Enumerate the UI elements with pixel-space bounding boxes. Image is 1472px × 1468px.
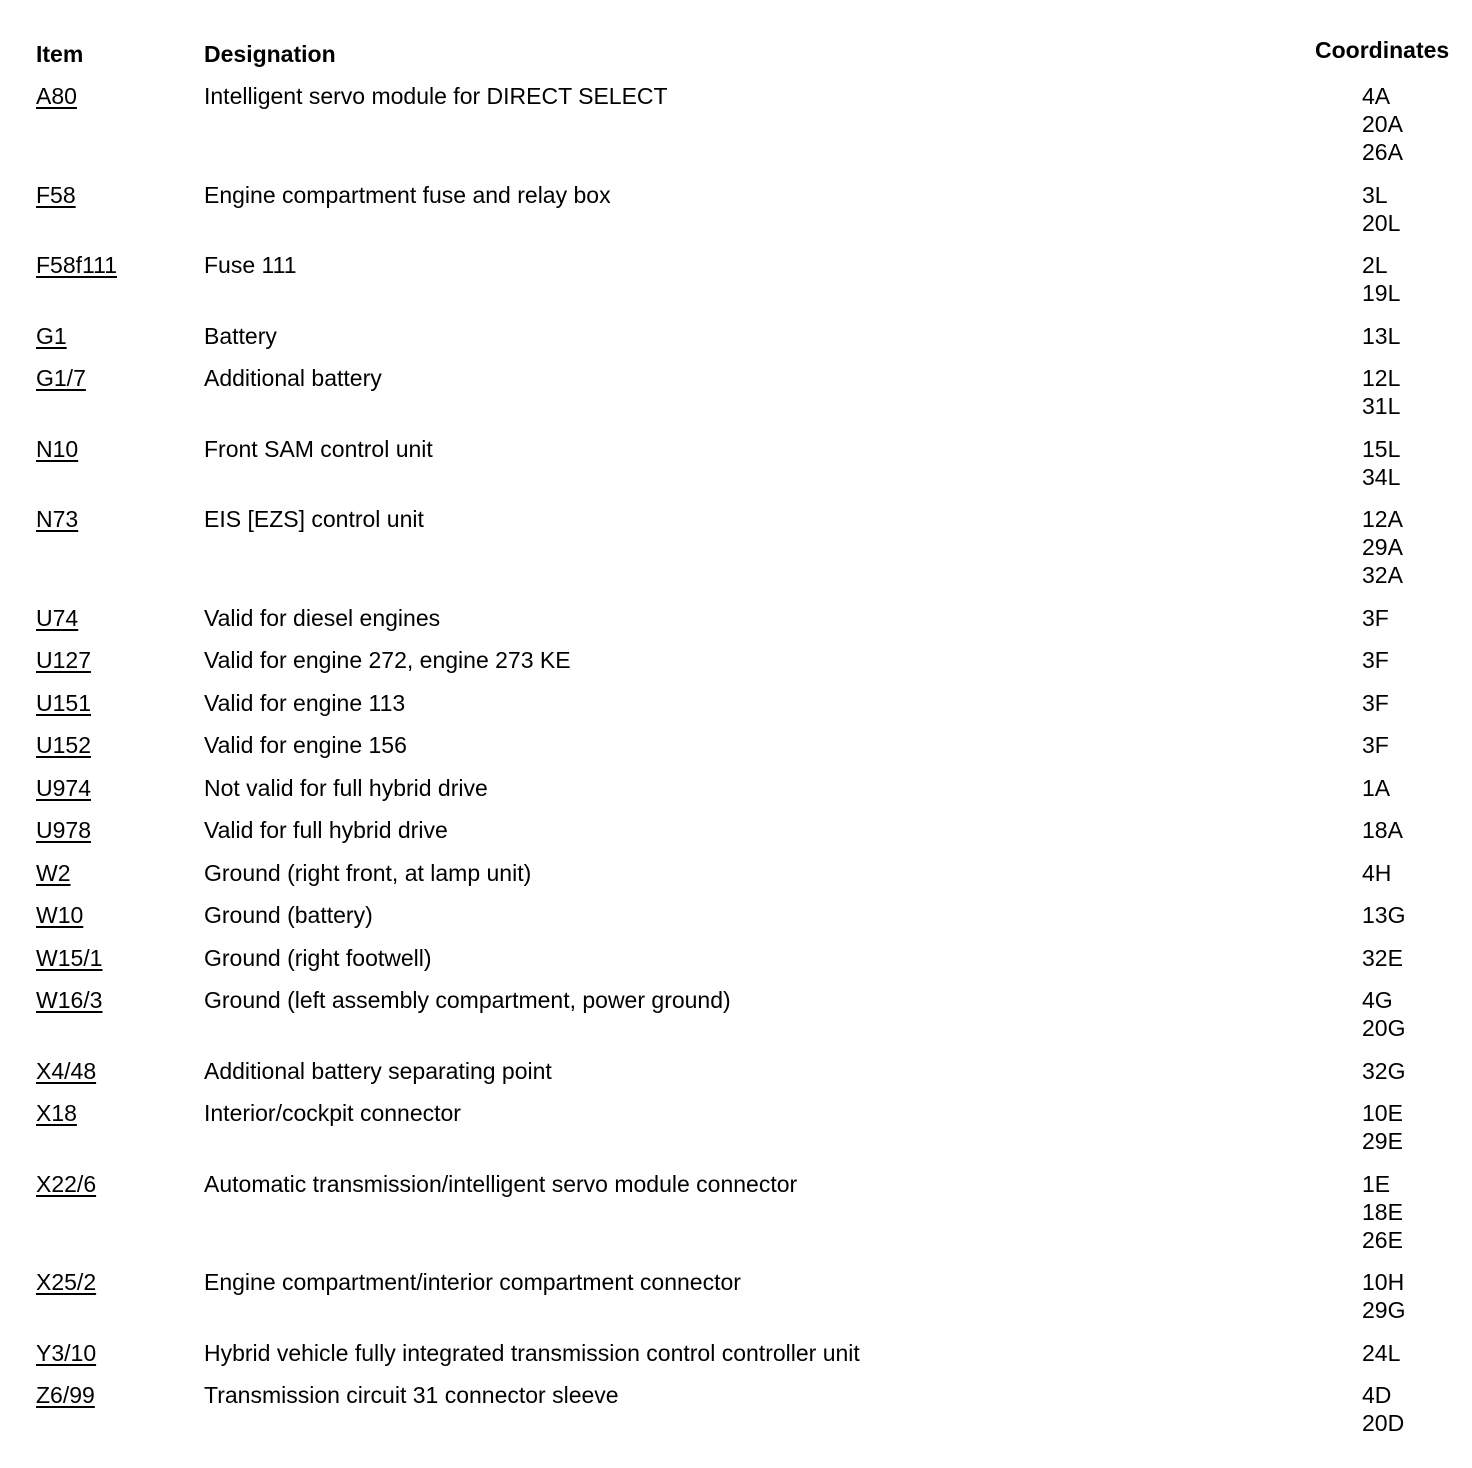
- designation-text: Transmission circuit 31 connector sleeve: [204, 1382, 619, 1408]
- designation-text: Front SAM control unit: [204, 435, 433, 462]
- coordinates-cell: [1362, 731, 1472, 759]
- coordinate-value: 20G: [1362, 1015, 1406, 1041]
- designation-text: Valid for engine 113: [204, 689, 406, 716]
- item-link[interactable]: W16/3: [36, 987, 103, 1013]
- coordinates-cell: [1362, 901, 1472, 929]
- table-row: [0, 1268, 1472, 1324]
- coordinate-value: 20A: [1362, 111, 1403, 137]
- designation-text: Engine compartment fuse and relay box: [204, 181, 611, 208]
- coordinate-value: 19L: [1362, 280, 1401, 306]
- coordinate-value: 3F: [1362, 732, 1389, 758]
- designation-text: Valid for engine 272, engine 273 KE: [204, 647, 571, 673]
- item-link[interactable]: X25/2: [36, 1269, 97, 1295]
- item-link[interactable]: W2: [36, 859, 71, 886]
- coordinates-cell: [1362, 604, 1472, 632]
- coordinates-cell: [1362, 944, 1472, 972]
- coordinate-value: 1A: [1362, 774, 1391, 801]
- coordinates-cell: [1362, 774, 1472, 802]
- item-link[interactable]: X22/6: [36, 1170, 97, 1197]
- coordinate-value: 26A: [1362, 139, 1403, 165]
- designation-text: Hybrid vehicle fully integrated transmission control controller unit: [204, 1339, 860, 1366]
- coordinate-value: 20L: [1362, 209, 1401, 236]
- item-link[interactable]: A80: [36, 83, 77, 109]
- table-row: [0, 1099, 1472, 1155]
- table-row: [0, 251, 1472, 307]
- item-link[interactable]: U151: [36, 689, 91, 716]
- coordinate-value: 2L: [1362, 252, 1388, 278]
- item-link[interactable]: X4/48: [36, 1057, 97, 1084]
- coordinates-cell: [1362, 82, 1472, 166]
- designation-text: Valid for engine 156: [204, 732, 407, 758]
- coordinate-value: 32G: [1362, 1057, 1406, 1084]
- coordinate-value: 10E: [1362, 1100, 1403, 1126]
- coordinates-cell: [1362, 322, 1472, 350]
- table-row: [0, 1339, 1472, 1367]
- designation-text: Ground (right footwell): [204, 944, 432, 971]
- table-row: [0, 82, 1472, 166]
- coordinates-cell: [1362, 251, 1472, 307]
- item-link[interactable]: F58: [36, 181, 76, 208]
- coordinates-cell: [1362, 646, 1472, 674]
- coordinate-value: 34L: [1362, 463, 1401, 490]
- table-row: [0, 986, 1472, 1042]
- item-link[interactable]: W10: [36, 902, 84, 928]
- item-link[interactable]: U74: [36, 604, 79, 631]
- coordinates-cell: [1362, 689, 1472, 717]
- coordinate-value: 4H: [1362, 859, 1392, 886]
- header-coordinates: Coordinates: [1315, 37, 1450, 63]
- table-row: [0, 505, 1472, 589]
- designation-text: Valid for diesel engines: [204, 604, 441, 631]
- item-link[interactable]: U978: [36, 817, 91, 843]
- designation-text: Intelligent servo module for DIRECT SELECT: [204, 83, 668, 109]
- coordinates-cell: [1362, 505, 1472, 589]
- table-row: [0, 774, 1472, 802]
- coordinates-cell: [1362, 816, 1472, 844]
- coordinate-value: 18E: [1362, 1198, 1403, 1225]
- item-link[interactable]: W15/1: [36, 944, 103, 971]
- table-row: [0, 901, 1472, 929]
- item-link[interactable]: N73: [36, 506, 79, 532]
- coordinate-value: 15L: [1362, 435, 1401, 462]
- designation-text: Ground (battery): [204, 902, 373, 928]
- coordinate-value: 31L: [1362, 393, 1401, 419]
- coordinate-value: 4D: [1362, 1382, 1392, 1408]
- designation-text: Battery: [204, 322, 277, 349]
- designation-text: Ground (right front, at lamp unit): [204, 859, 532, 886]
- item-link[interactable]: Y3/10: [36, 1339, 97, 1366]
- coordinate-value: 29G: [1362, 1297, 1406, 1323]
- coordinate-value: 20D: [1362, 1410, 1405, 1436]
- item-link[interactable]: G1/7: [36, 365, 86, 391]
- table-row: [0, 816, 1472, 844]
- table-row: [0, 322, 1472, 350]
- table-row: [0, 689, 1472, 717]
- coordinate-value: 4G: [1362, 987, 1393, 1013]
- item-link[interactable]: N10: [36, 435, 79, 462]
- coordinate-value: 3F: [1362, 689, 1389, 716]
- coordinates-cell: [1362, 364, 1472, 420]
- coordinate-value: 4A: [1362, 83, 1391, 109]
- table-row: [0, 435, 1472, 491]
- designation-text: Additional battery: [204, 365, 382, 391]
- coordinates-cell: [1362, 859, 1472, 887]
- coordinates-cell: [1362, 1268, 1472, 1324]
- table-row: [0, 181, 1472, 237]
- designation-text: Interior/cockpit connector: [204, 1100, 461, 1126]
- coordinate-value: 3F: [1362, 647, 1389, 673]
- coordinate-value: 3F: [1362, 604, 1389, 631]
- item-link[interactable]: Z6/99: [36, 1382, 95, 1408]
- coordinates-cell: [1362, 1339, 1472, 1367]
- coordinate-value: 29E: [1362, 1128, 1403, 1154]
- coordinate-value: 13L: [1362, 322, 1401, 349]
- coordinate-value: 26E: [1362, 1226, 1403, 1253]
- table-row: [0, 1057, 1472, 1085]
- coordinate-value: 29A: [1362, 534, 1403, 560]
- table-row: [0, 1170, 1472, 1254]
- coordinate-value: 24L: [1362, 1339, 1401, 1366]
- coordinate-value: 18A: [1362, 817, 1403, 843]
- table-row: [0, 604, 1472, 632]
- designation-text: Fuse 111: [204, 252, 297, 278]
- designation-text: Not valid for full hybrid drive: [204, 774, 488, 801]
- item-link[interactable]: F58f111: [36, 252, 117, 278]
- designation-text: Valid for full hybrid drive: [204, 817, 448, 843]
- legend-table: [0, 82, 1472, 1452]
- designation-text: Additional battery separating point: [204, 1057, 552, 1084]
- table-row: [0, 859, 1472, 887]
- coordinate-value: 1E: [1362, 1170, 1391, 1197]
- item-link[interactable]: U127: [36, 647, 91, 673]
- coordinates-cell: [1362, 1057, 1472, 1085]
- coordinate-value: 3L: [1362, 181, 1388, 208]
- designation-text: EIS [EZS] control unit: [204, 506, 424, 532]
- table-row: [0, 731, 1472, 759]
- coordinates-cell: [1362, 435, 1472, 491]
- item-link[interactable]: U152: [36, 732, 91, 758]
- coordinates-cell: [1362, 986, 1472, 1042]
- designation-text: Engine compartment/interior compartment connector: [204, 1269, 741, 1295]
- header-item: Item: [36, 41, 84, 67]
- table-row: [0, 646, 1472, 674]
- coordinates-cell: [1362, 181, 1472, 237]
- table-row: [0, 944, 1472, 972]
- coordinate-value: 12A: [1362, 506, 1403, 532]
- header-designation: Designation: [204, 41, 336, 67]
- coordinate-value: 32E: [1362, 944, 1403, 971]
- table-row: [0, 364, 1472, 420]
- item-link[interactable]: G1: [36, 322, 67, 349]
- designation-text: Ground (left assembly compartment, power ground): [204, 987, 731, 1013]
- table-row: [0, 1381, 1472, 1437]
- item-link[interactable]: X18: [36, 1100, 77, 1126]
- coordinate-value: 10H: [1362, 1269, 1405, 1295]
- designation-text: Automatic transmission/intelligent servo module connector: [204, 1170, 798, 1197]
- coordinates-cell: [1362, 1381, 1472, 1437]
- coordinate-value: 12L: [1362, 365, 1401, 391]
- coordinate-value: 13G: [1362, 902, 1406, 928]
- item-link[interactable]: U974: [36, 774, 91, 801]
- coordinates-cell: [1362, 1099, 1472, 1155]
- coordinate-value: 32A: [1362, 562, 1403, 588]
- coordinates-cell: [1362, 1170, 1472, 1254]
